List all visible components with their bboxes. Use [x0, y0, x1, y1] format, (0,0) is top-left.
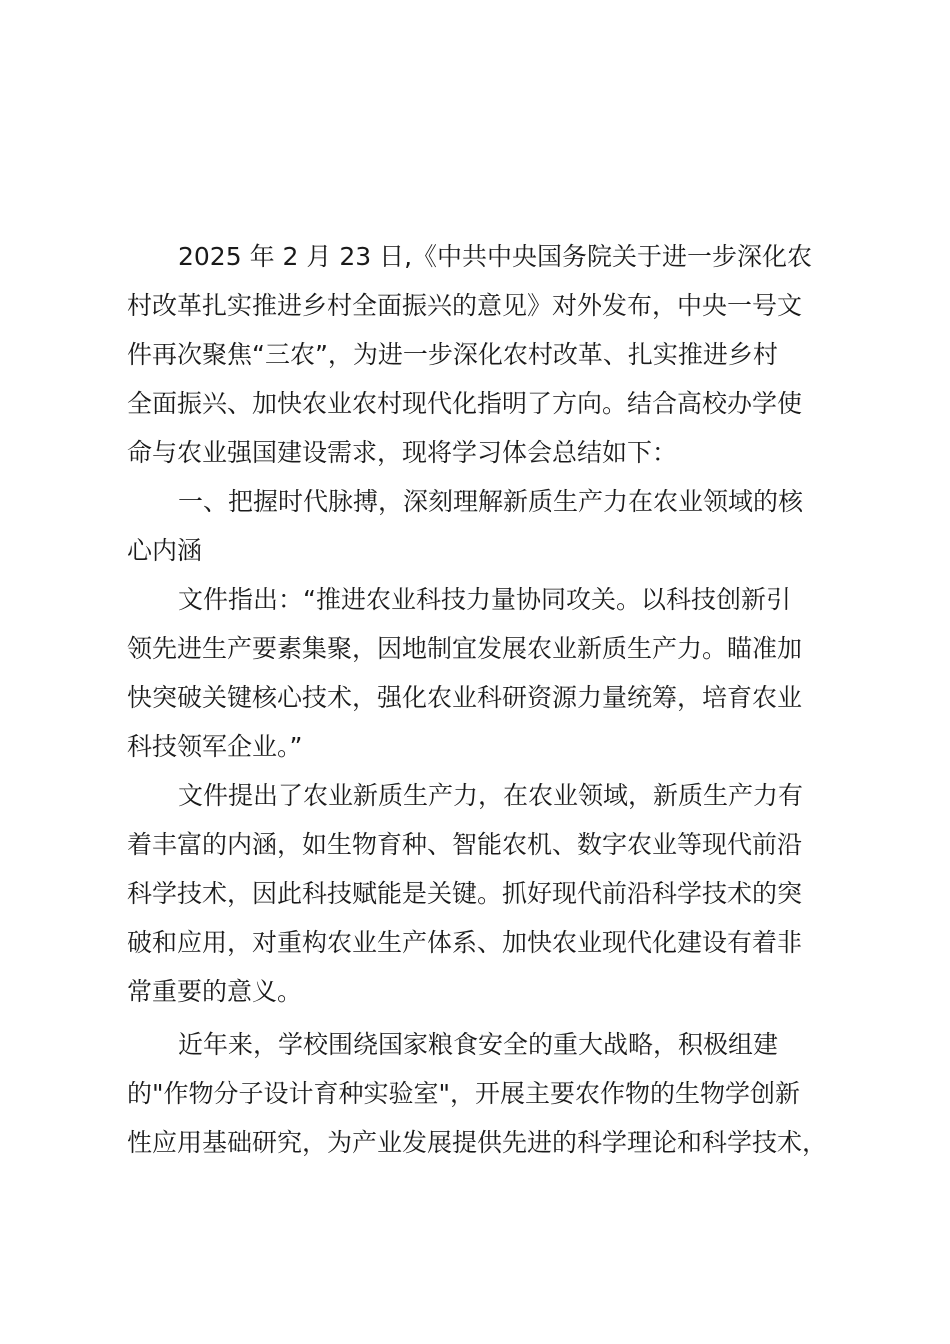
- paragraph-quote: [127, 575, 832, 771]
- paragraph-line: 文件指出：“推进农业科技力量协同攻关。以科技创新引: [178, 585, 791, 614]
- paragraph-line: 文件提出了农业新质生产力，在农业领域，新质生产力有: [178, 781, 804, 810]
- paragraph-line: 近年来，学校围绕国家粮食安全的重大战略，积极组建: [178, 1030, 779, 1059]
- paragraph-analysis: [127, 771, 832, 1016]
- paragraph-line: 2025 年 2 月 23 日,《中共中央国务院关于进一步深化农: [178, 242, 813, 271]
- heading-line: 一、把握时代脉搏，深刻理解新质生产力在农业领域的核: [178, 487, 804, 516]
- paragraph-line: 破和应用，对重构农业生产体系、加快农业现代化建设有着非: [127, 928, 803, 957]
- paragraph-school: [127, 1020, 832, 1167]
- paragraph-line: 村改革扎实推进乡村全面振兴的意见》对外发布，中央一号文: [127, 291, 803, 320]
- heading-line: 心内涵: [127, 536, 203, 565]
- paragraph-line: 领先进生产要素集聚，因地制宜发展农业新质生产力。瞄准加: [127, 634, 803, 663]
- paragraph-line: 性应用基础研究，为产业发展提供先进的科学理论和科学技术，: [127, 1128, 828, 1157]
- document-body: [127, 232, 832, 1167]
- paragraph-line: 全面振兴、加快农业农村现代化指明了方向。结合高校办学使: [127, 389, 803, 418]
- paragraph-intro: [127, 232, 832, 477]
- paragraph-line: 科学技术，因此科技赋能是关键。抓好现代前沿科学技术的突: [127, 879, 803, 908]
- section-heading: [127, 477, 832, 575]
- paragraph-line: 件再次聚焦“三农”，为进一步深化农村改革、扎实推进乡村: [127, 340, 778, 369]
- paragraph-line: 常重要的意义。: [127, 977, 303, 1006]
- paragraph-line: 快突破关键核心技术，强化农业科研资源力量统筹，培育农业: [127, 683, 803, 712]
- paragraph-line: 命与农业强国建设需求，现将学习体会总结如下：: [127, 438, 678, 467]
- paragraph-line: 科技领军企业。”: [127, 732, 303, 761]
- paragraph-line: 着丰富的内涵，如生物育种、智能农机、数字农业等现代前沿: [127, 830, 803, 859]
- paragraph-line: 的"作物分子设计育种实验室"，开展主要农作物的生物学创新: [127, 1079, 801, 1108]
